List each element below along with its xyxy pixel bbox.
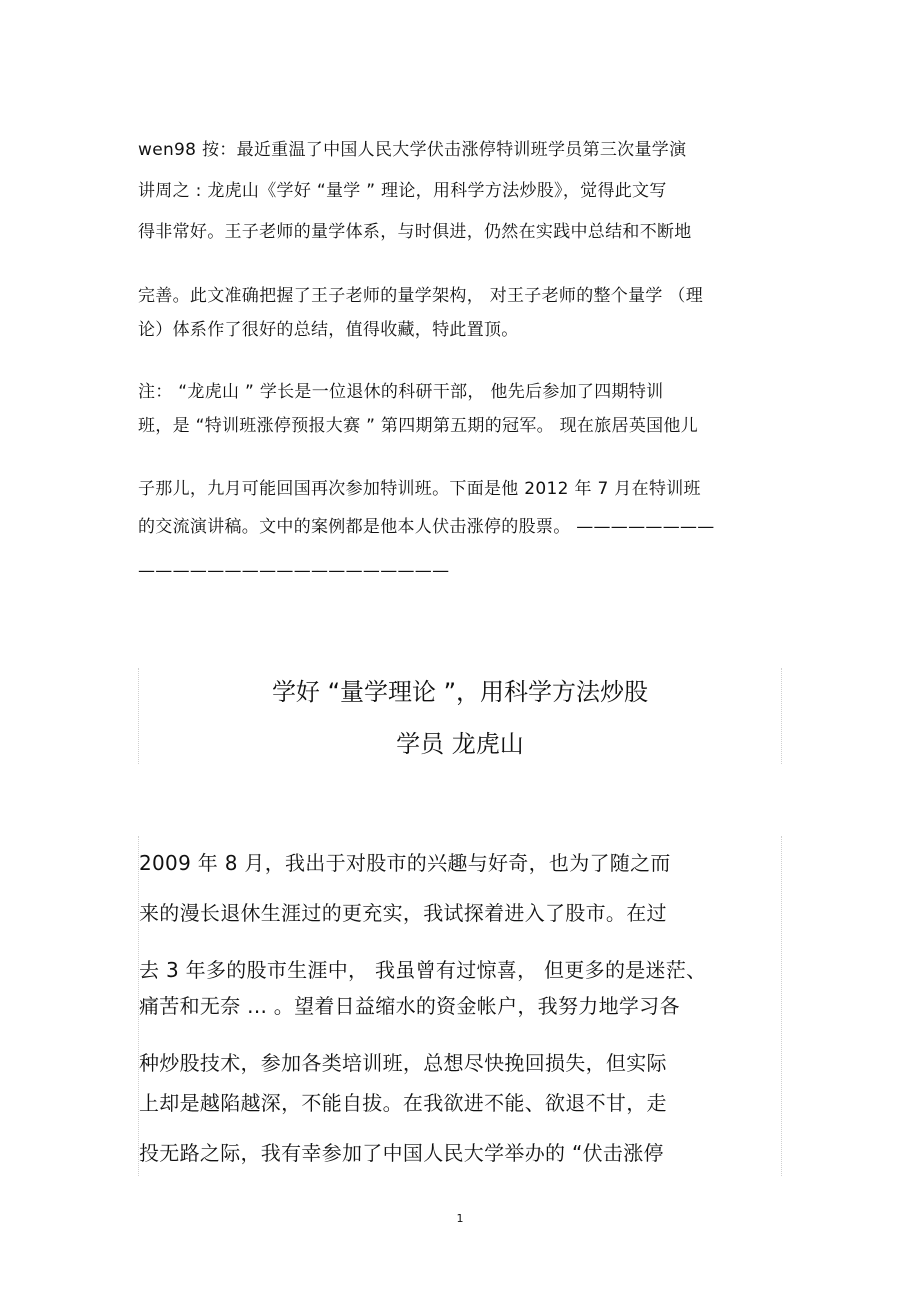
intro-line: —————————————————— [138, 561, 450, 581]
intro-line: 论）体系作了很好的总结，值得收藏，特此置顶。 [138, 320, 519, 340]
body-line: 种炒股技术，参加各类培训班，总想尽快挽回损失，但实际 [139, 1051, 667, 1075]
page-number: 1 [456, 1212, 464, 1225]
intro-line: 子那儿，九月可能回国再次参加特训班。下面是他 2012 年 7 月在特训班 [138, 479, 701, 499]
body-line: 投无路之际，我有幸参加了中国人民大学举办的 “伏击涨停 [139, 1141, 664, 1165]
intro-line: 注： “龙虎山 ” 学长是一位退休的科研干部， 他先后参加了四期特训 [138, 382, 664, 402]
body-line: 2009 年 8 月，我出于对股市的兴趣与好奇，也为了随之而 [139, 851, 671, 875]
intro-line: 得非常好。王子老师的量学体系，与时俱进，仍然在实践中总结和不断地 [138, 222, 692, 242]
article-title-block [138, 668, 782, 764]
body-line: 痛苦和无奈 ... 。望着日益缩水的资金帐户，我努力地学习各 [139, 994, 680, 1018]
intro-line: 班，是 “特训班涨停预报大赛 ” 第四期第五期的冠军。 现在旅居英国他儿 [138, 416, 699, 436]
article-author: 学员 龙虎山 [396, 730, 524, 758]
intro-line: wen98 按：最近重温了中国人民大学伏击涨停特训班学员第三次量学演 [138, 140, 687, 160]
body-line: 上却是越陷越深，不能自拔。在我欲进不能、欲退不甘，走 [139, 1091, 667, 1115]
body-line: 来的漫长退休生涯过的更充实，我试探着进入了股市。在过 [139, 901, 667, 925]
intro-line: 的交流演讲稿。文中的案例都是他本人伏击涨停的股票。 ———————— [138, 517, 715, 537]
article-title: 学好 “量学理论 ”，用科学方法炒股 [271, 678, 649, 706]
body-line: 去 3 年多的股市生涯中， 我虽曾有过惊喜， 但更多的是迷茫、 [139, 958, 707, 982]
intro-line: 完善。此文准确把握了王子老师的量学架构， 对王子老师的整个量学 （理 [138, 286, 704, 306]
article-body [138, 836, 782, 1176]
intro-line: 讲周之 : 龙虎山《学好 “量学 ” 理论，用科学方法炒股》，觉得此文写 [138, 181, 667, 201]
